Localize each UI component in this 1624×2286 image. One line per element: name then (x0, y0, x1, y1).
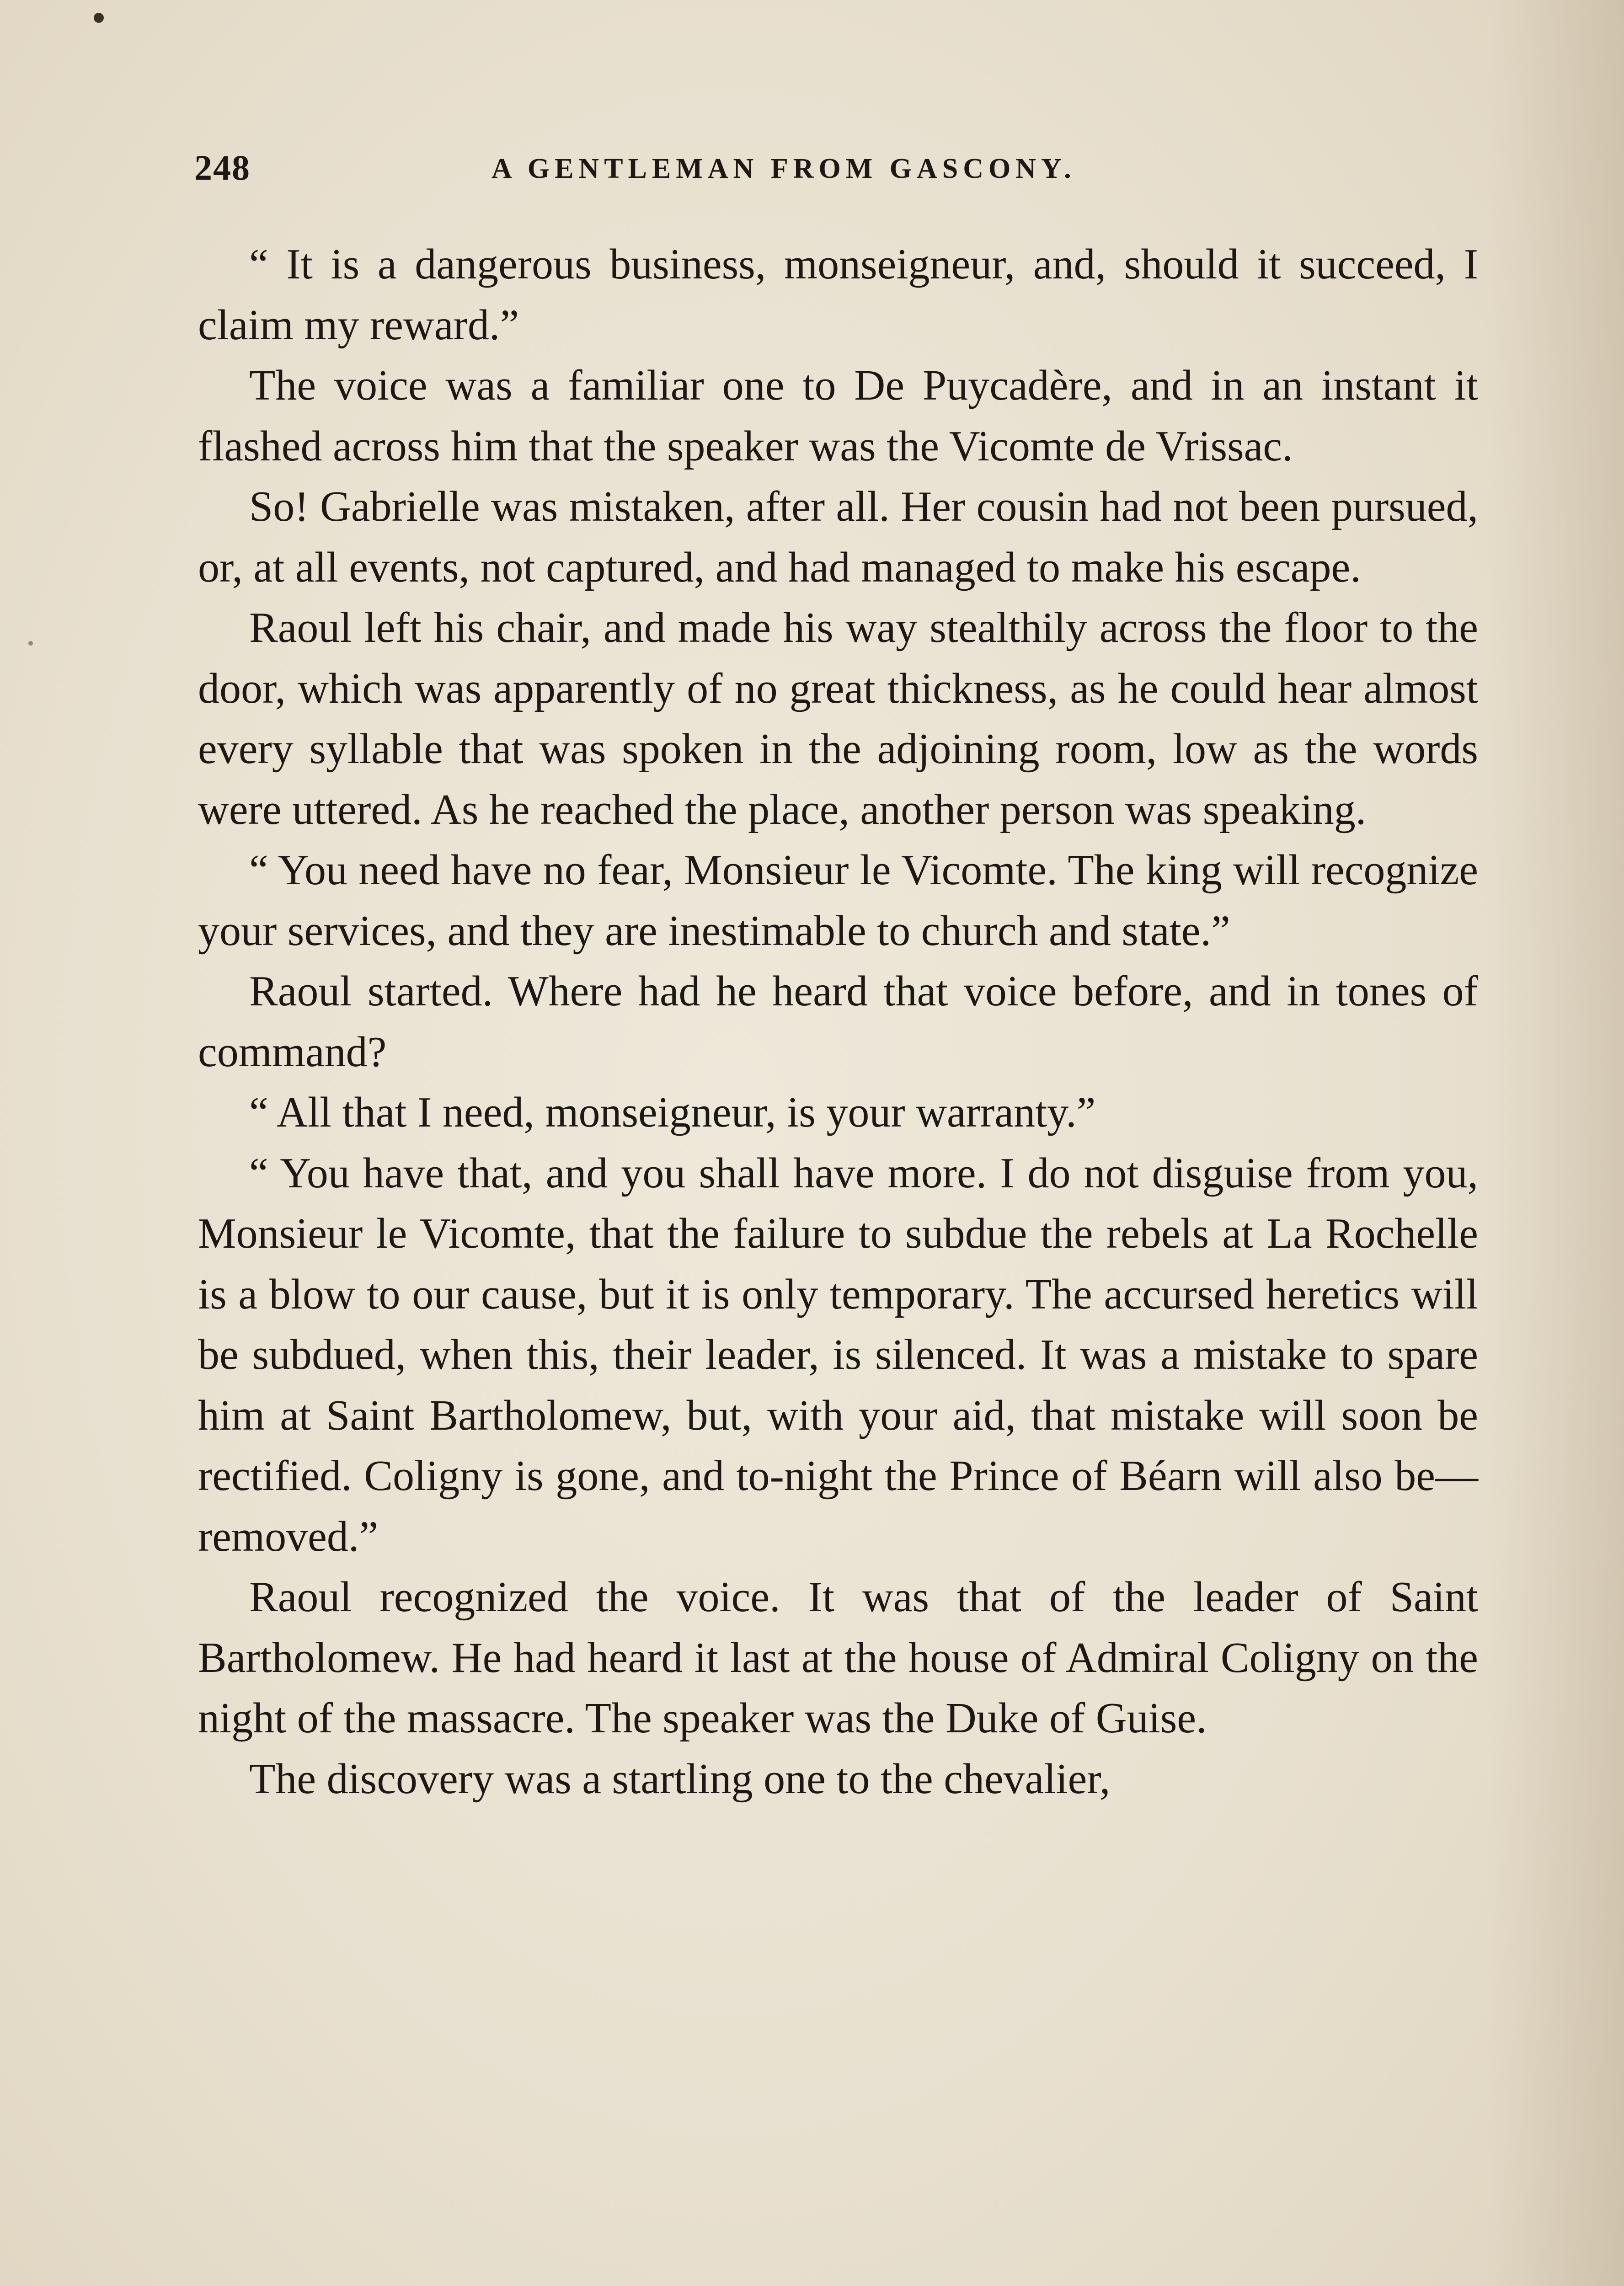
paragraph: So! Gabrielle was mistaken, after all. Her cousin had not been pursued, or, at all events, not captured, and had managed to make his escape. (198, 483, 1478, 591)
page-edge-shadow (1487, 0, 1624, 2286)
running-title: A GENTLEMAN FROM GASCONY. (491, 153, 1076, 184)
ink-speck (28, 641, 33, 646)
paragraph: Raoul left his chair, and made his way stealthily across the floor to the door, which was apparently of no great thickness, as he could hear almost every syllable that was spoken in the adjoining room, low as the words were uttered. As he reached the place, another person was speaking. (198, 604, 1478, 833)
paragraph: “ It is a dangerous business, monseigneur, and, should it succeed, I claim my reward.” (198, 240, 1478, 349)
paragraph: “ You need have no fear, Monsieur le Vicomte. The king will recognize your services, and they are inestimable to church and state.” (198, 846, 1478, 955)
paragraph: The voice was a familiar one to De Puycadère, and in an instant it flashed across him that the speaker was the Vicomte de Vrissac. (198, 362, 1478, 470)
paragraph: “ All that I need, monseigneur, is your warranty.” (249, 1089, 1096, 1136)
body-text (198, 234, 1478, 1809)
ink-speck (94, 13, 104, 23)
paragraph: The discovery was a startling one to the chevalier, (249, 1755, 1111, 1803)
page-header (194, 147, 1484, 198)
page-number: 248 (194, 148, 251, 187)
paragraph: “ You have that, and you shall have more. I do not disguise from you, Monsieur le Vicomte, that the failure to subdue the rebels at La Rochelle is a blow to our cause, but it is only temporary. The accursed heretics will be subdued, when this, their leader, is silenced. It was a mistake to spare him at Saint Bartholomew, but, with your aid, that mistake will soon be rectified. Coligny is gone, and to-night the Prince of Béarn will also be—removed.” (198, 1149, 1478, 1560)
paragraph: Raoul started. Where had he heard that voice before, and in tones of command? (198, 967, 1478, 1076)
paragraph: Raoul recognized the voice. It was that of the leader of Saint Bartholomew. He had heard it last at the house of Admiral Coligny on the night of the massacre. The speaker was the Duke of Guise. (198, 1573, 1478, 1742)
